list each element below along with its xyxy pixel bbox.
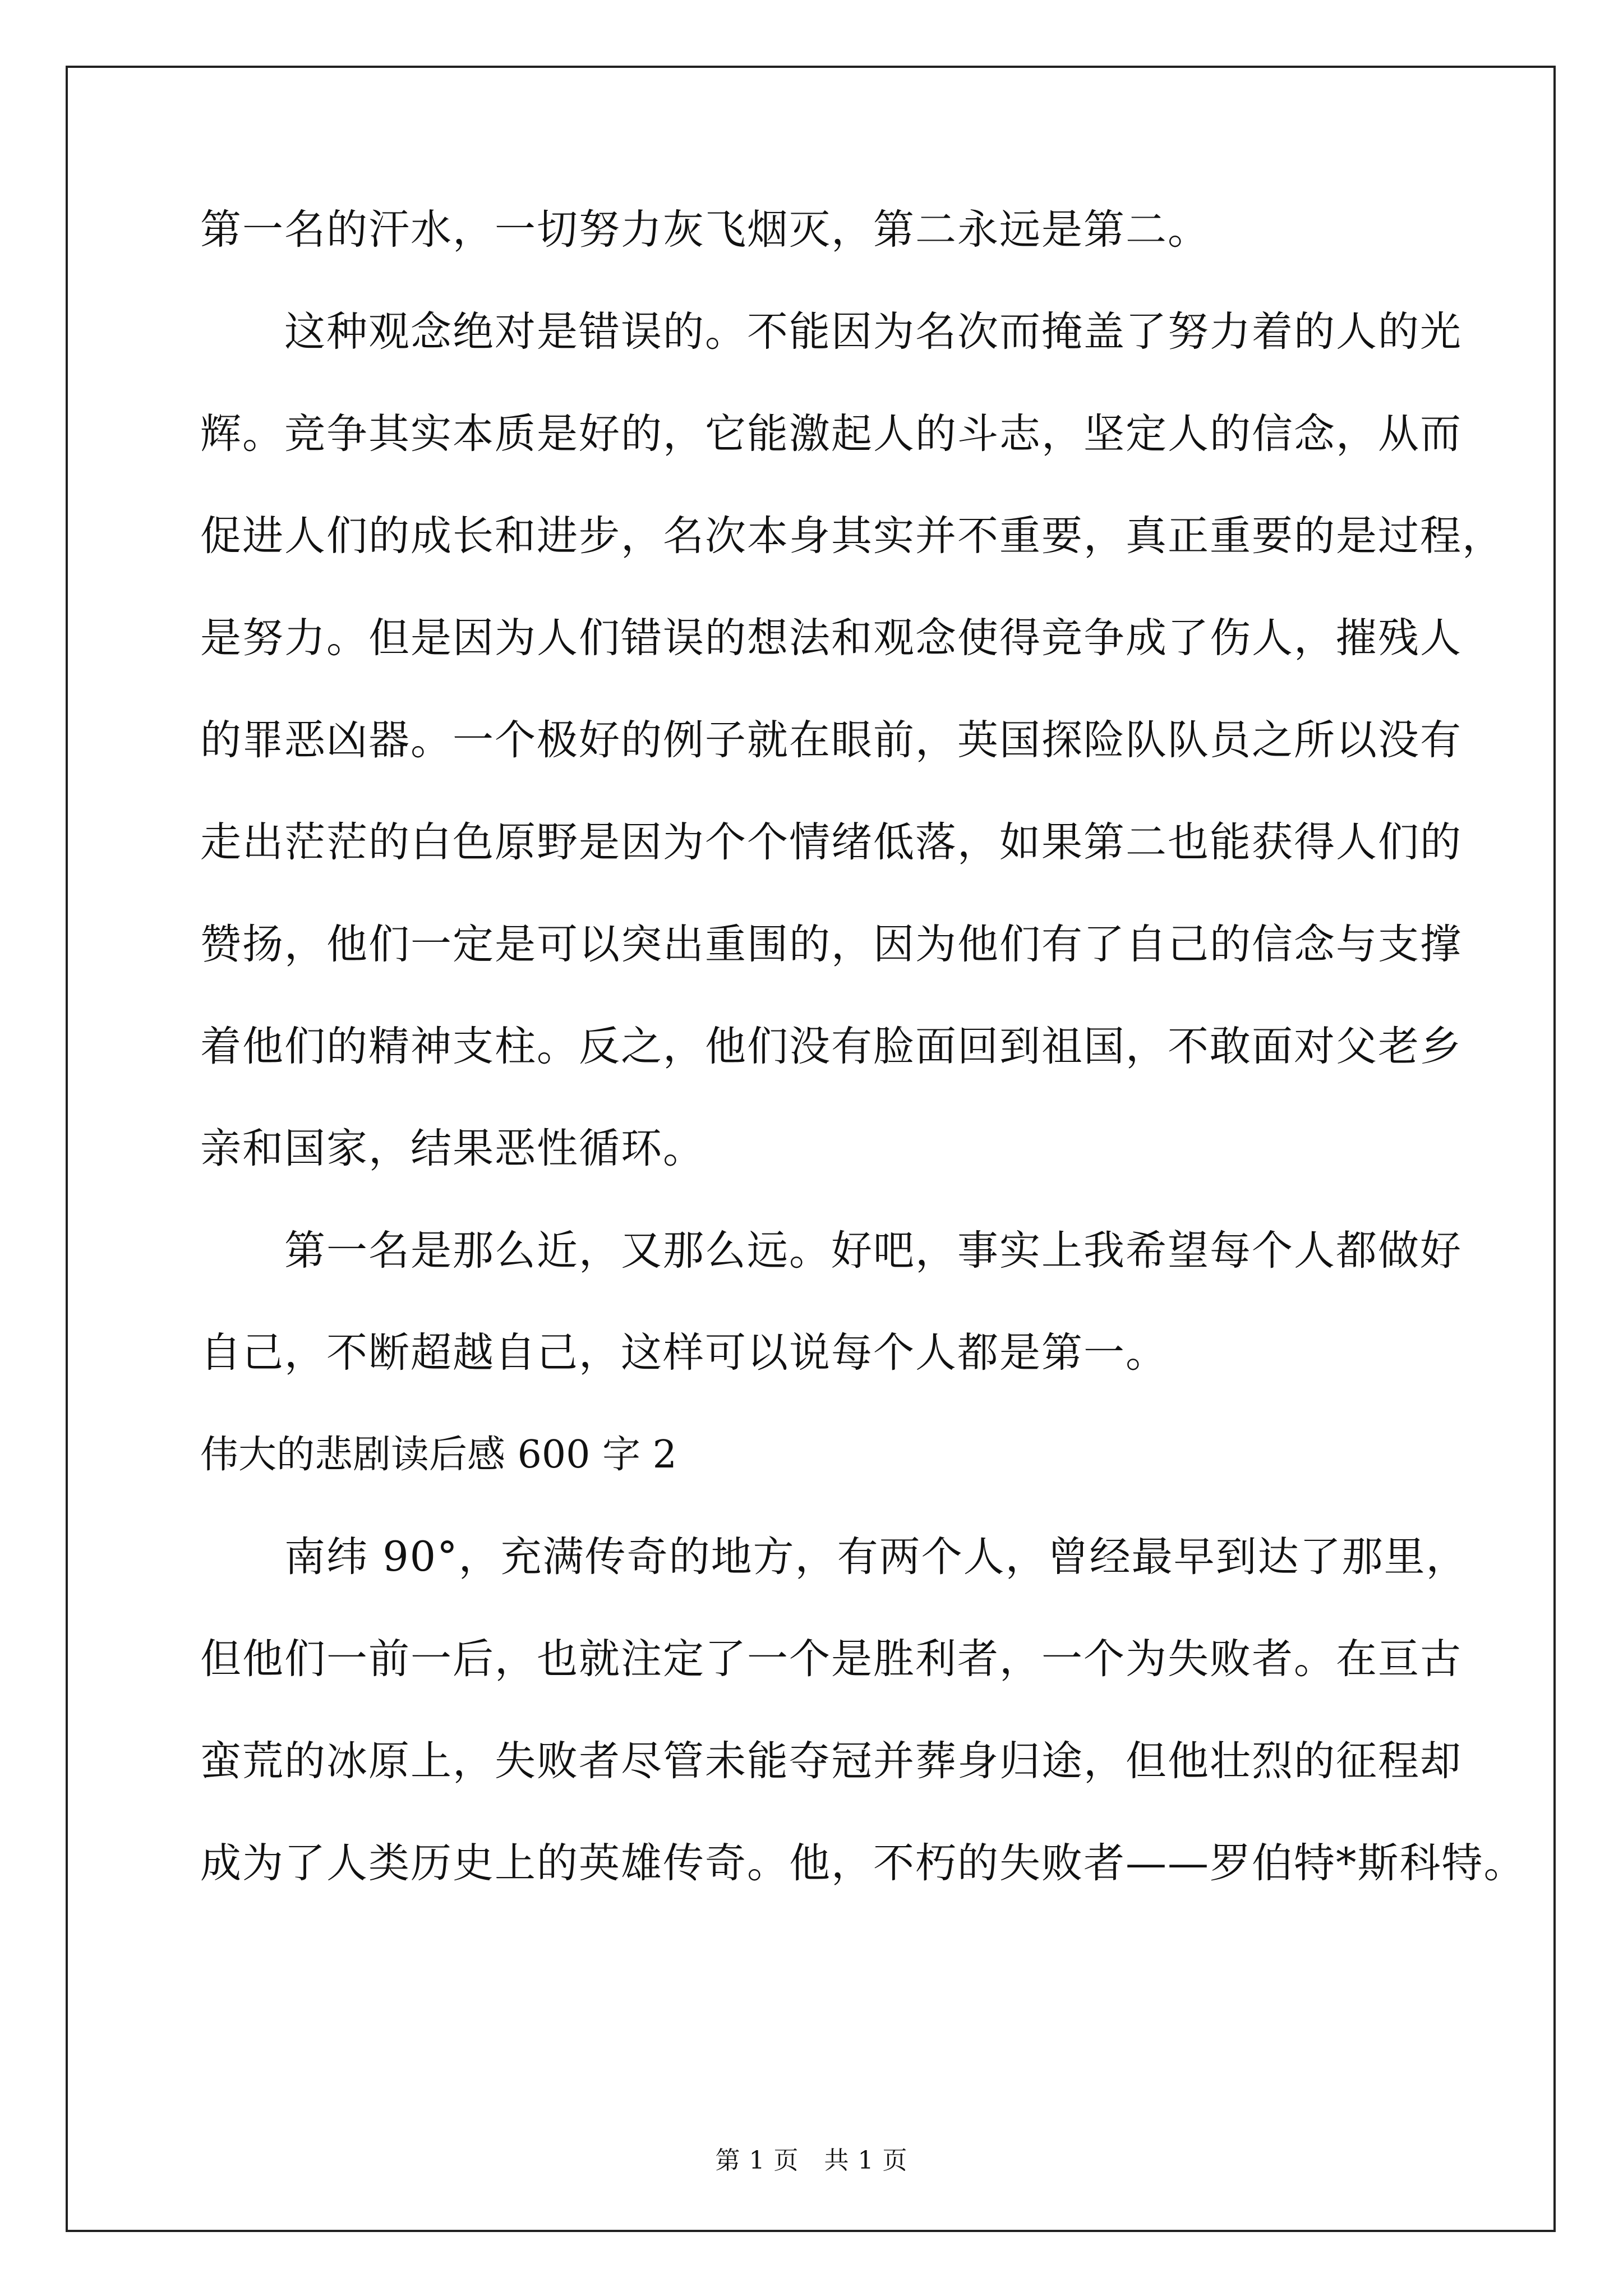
section-heading: 伟大的悲剧读后感 600 字 2: [200, 1433, 677, 1477]
body-line: 蛮荒的冰原上，失败者尽管未能夺冠并葬身归途，但他壮烈的征程却: [200, 1737, 1462, 1785]
body-line: 第一名的汗水，一切努力灰飞烟灭，第二永远是第二。: [200, 206, 1210, 254]
body-line: 亲和国家，结果恶性循环。: [200, 1125, 705, 1172]
body-line: 成为了人类历史上的英雄传奇。他，不朽的失败者——罗伯特*斯科特。: [200, 1839, 1526, 1887]
page-number-footer: 第 1 页 共 1 页: [715, 2146, 908, 2175]
body-line: 促进人们的成长和进步，名次本身其实并不重要，真正重要的是过程，: [200, 512, 1504, 560]
body-line: 着他们的精神支柱。反之，他们没有脸面回到祖国，不敢面对父老乡: [200, 1023, 1462, 1070]
body-line: 赞扬，他们一定是可以突出重围的，因为他们有了自己的信念与支撑: [200, 921, 1462, 968]
body-line: 自己，不断超越自己，这样可以说每个人都是第一。: [200, 1329, 1168, 1377]
paragraph-start-line: 第一名是那么近，又那么远。好吧，事实上我希望每个人都做好: [284, 1227, 1462, 1274]
paragraph-start-line: 南纬 90°，充满传奇的地方，有两个人，曾经最早到达了那里，: [284, 1533, 1468, 1581]
document-body: [200, 202, 1526, 1938]
body-line: 辉。竞争其实本质是好的，它能激起人的斗志，坚定人的信念，从而: [200, 410, 1462, 458]
body-line: 是努力。但是因为人们错误的想法和观念使得竞争成了伤人，摧残人: [200, 614, 1462, 662]
body-line: 的罪恶凶器。一个极好的例子就在眼前，英国探险队队员之所以没有: [200, 716, 1462, 764]
paragraph-start-line: 这种观念绝对是错误的。不能因为名次而掩盖了努力着的人的光: [284, 308, 1462, 356]
body-line: 走出茫茫的白色原野是因为个个情绪低落，如果第二也能获得人们的: [200, 818, 1462, 866]
body-line: 但他们一前一后，也就注定了一个是胜利者，一个为失败者。在亘古: [200, 1635, 1462, 1683]
